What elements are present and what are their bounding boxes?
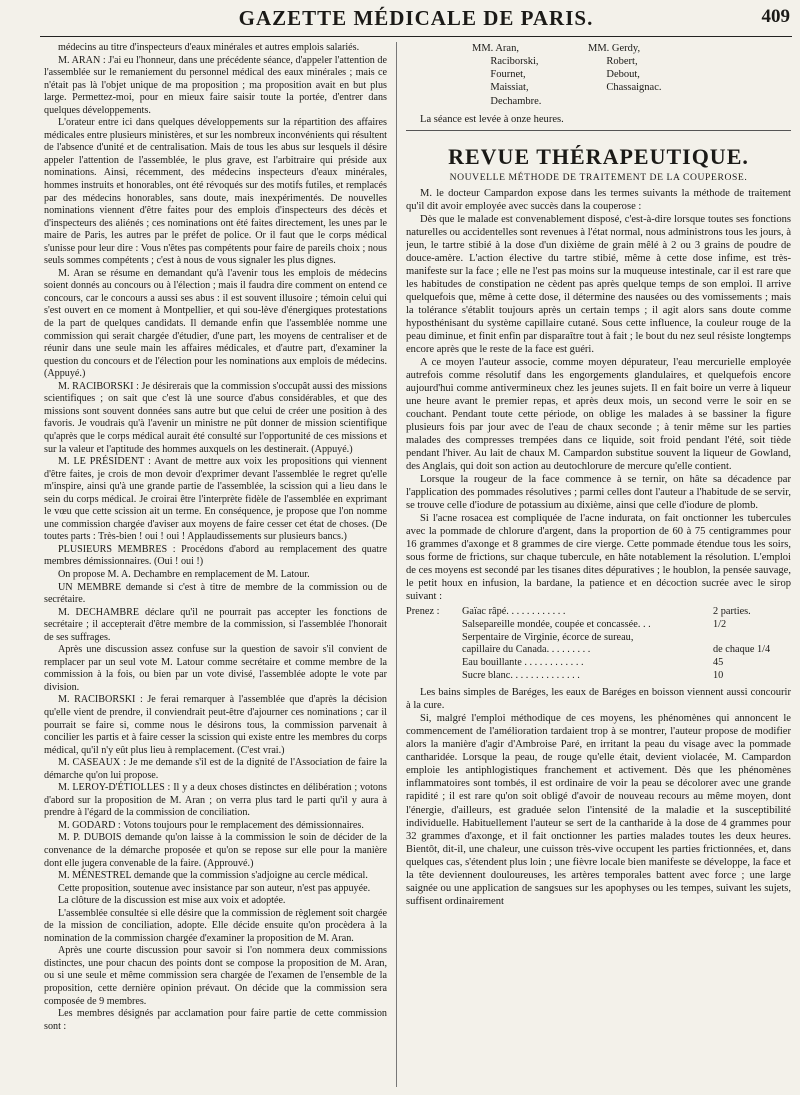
member-name: MM. Aran, <box>472 43 519 54</box>
journal-title: GAZETTE MÉDICALE DE PARIS. <box>238 6 594 30</box>
section-rule <box>406 130 791 131</box>
recipe-quantity: 1/2 <box>713 618 727 630</box>
page-header <box>40 6 792 37</box>
paragraph: M. RACIBORSKI : Je ferai remarquer à l'assemblée que d'après la décision qu'elle vient de prendre, il conviendrait peut-être d'ajourner ces nominations ; car il pourrait se faire si, comme nous le désirons tous, la commission parvenait à concilier les partis et à faire cesser la scission qui existe entre les membres du corps médical, qu'il n'y eût plus lieu à remplacement. (C'est vrai.) <box>44 694 387 756</box>
recipe-row <box>406 644 791 657</box>
members-list-left <box>472 42 580 108</box>
paragraph: Dès que le malade est convenablement disposé, c'est-à-dire lorsque toutes ses fonctions naturelles ou accidentelles sont revenues à l'état normal, nous administrons tous les jours, à jeun, le tartre stibié à la dose d'un dixième de grain mêlé à 2 ou 3 grains de poudre de douce-amère. L'action élective du tartre stibié, même à cette dose infime, est très-manifeste sur la face ; elle ne l'est pas moins sur la muqueuse intestinale, car il est rare que les habitudes de constipation ne cèdent pas après quelque temps de son emploi. Il arrive quelquefois que, même à cette dose, il détermine des nausées ou des vomissements ; mais la tolérance s'établit toujours après un certain temps ; il agit alors sans doute comme hyposthénisant du système capillaire cutané. Sous cette influence, la couleur rouge de la peau diminue, et finit enfin par disparaître tout à fait ; le bout du nez seul résiste longtemps encore après que le reste de la face est guéri. <box>406 213 791 355</box>
paragraph: On propose M. A. Dechambre en remplacement de M. Latour. <box>58 568 310 580</box>
paragraph: PLUSIEURS MEMBRES : Procédons d'abord au remplacement des quatre membres démissionnaires. (Oui ! oui !) <box>44 543 387 568</box>
paragraph: M. LE PRÉSIDENT : Avant de mettre aux voix les propositions qui viennent d'être faites, je crois de mon devoir d'exprimer devant l'assemblée le regret qu'elle m'inspire, ainsi qu'à une grande partie de l'assemblée, la scission qui a lieu dans le sein du corps médical. Je croirai être l'interprète fidèle de l'assemblée en exprimant le vœu que cette scission ait un terme. En conséquence, je propose que l'on nomme une commission chargée d'aviser aux moyens de faire cesser cet état de choses. (De toutes parts : Très-bien ! oui ! oui ! Applaudissements sur plusieurs bancs.) <box>44 456 387 543</box>
recipe-lead: Prenez : <box>406 606 440 618</box>
recipe-ingredient: Sucre blanc. . . . . . . . . . . . . . <box>462 669 580 681</box>
member-name: Chassaignac. <box>588 82 662 94</box>
right-column <box>406 42 791 1087</box>
member-name: Raciborski, <box>472 56 539 68</box>
paragraph: Lorsque la rougeur de la face commence à se ternir, on hâte sa décadence par l'application des pommades résolutives ; parmi celles dont l'auteur a l'habitude de se servir, se trouve celle d'iodure de potassium au dixième, ainsi que celle d'iodure de plomb. <box>406 473 791 512</box>
member-name: MM. Gerdy, <box>588 43 641 54</box>
commission-members <box>472 42 791 108</box>
recipe-quantity: 2 parties. <box>713 606 751 618</box>
paragraph: M. RACIBORSKI : Je désirerais que la commission s'occupât aussi des missions scientifiques ; on sait que c'est là une source d'abus considérables, et que des missions sont souvent données sans autre but que celui de créer une position à des favoris. Je voudrais qu'à l'avenir un ministre ne pût donner de mission scientifique qu'après que le corps médical aurait été consulté sur l'opportunité de ces missions et sur la valeur et l'aptitude des hommes auxquels on les destinerait. (Appuyé.) <box>44 380 387 455</box>
member-name: Fournet, <box>472 69 526 81</box>
paragraph: M. DECHAMBRE déclare qu'il ne pourrait pas accepter les fonctions de secrétaire ; il accepterait d'être membre de la commission, si l'assemblée l'honorait de ses suffrages. <box>44 606 387 643</box>
recipe-ingredient: capillaire du Canada. . . . . . . . . <box>462 644 591 656</box>
right-paragraphs-b <box>406 686 791 907</box>
recipe-ingredient: Serpentaire de Virginie, écorce de sureau, <box>462 631 634 643</box>
paragraph: L'assemblée consultée si elle désire que la commission de règlement soit chargée de la mission de conciliation, adopte. Elle décide ensuite qu'on procèdera à la nomination de la commission chargée d'examiner la proposition de M. Aran. <box>44 907 387 944</box>
member-name: Maissiat, <box>472 82 529 94</box>
paragraph: médecins au titre d'inspecteurs d'eaux minérales et autres emplois salariés. <box>58 42 360 53</box>
recipe-quantity: de chaque 1/4 <box>713 644 771 656</box>
recipe-row <box>406 619 791 632</box>
recipe-row <box>406 657 791 670</box>
paragraph: M. GODARD : Votons toujours pour le remplacement des démissionnaires. <box>58 819 364 831</box>
paragraph: L'orateur entre ici dans quelques développements sur la répartition des affaires médicales entre plusieurs ministères, et sur les nombreux inconvénients qui résultent de l'absence d'unité et de centralisation. Mais de tous les abus sur lesquels il désire appeler l'attention de l'assemblée, le plus grave, est l'arbitraire qui préside aux nominations. Ainsi, récemment, des médecins inspecteurs d'eaux minérales, hommes instruits et honorables, ont été révoqués sur des motifs futiles, et remplacés par des médecins honorables, sans doute, mais inexpérimentés. De nouvelles nominations viennent d'être faites pour des emplois d'inspecteurs des décès et d'inspecteurs des aliénés ; ces nominations ont été faites directement, les unes par le maire de Paris, les autres par le préfet de police. Or il faut que le corps médical s'unisse pour leur dire : Vous n'êtes pas compétents pour faire de pareils choix ; nous seuls sommes compétents ; c'est à nous de vous signaler les plus dignes. <box>44 117 387 267</box>
paragraph: Cette proposition, soutenue avec insistance par son auteur, n'est pas appuyée. <box>58 882 371 894</box>
recipe-row <box>406 606 791 619</box>
member-name: Dechambre. <box>472 95 542 107</box>
paragraph: Les membres désignés par acclamation pour faire partie de cette commission sont : <box>44 1008 387 1032</box>
recipe-ingredient: Salsepareille mondée, coupée et concassée. . . <box>462 618 651 630</box>
page-number: 409 <box>761 6 790 27</box>
paragraph: M. P. DUBOIS demande qu'on laisse à la commission le soin de décider de la convenance de la démarche proposée et qu'on se repose sur elle pour la manière dont elle jugera convenable de la faire. (Approuvé.) <box>44 832 387 869</box>
session-close-text: La séance est levée à onze heures. <box>420 113 564 125</box>
paragraph: M. LEROY-D'ÉTIOLLES : Il y a deux choses distinctes en délibération ; votons d'abord sur la proposition de M. Aran ; on verra plus tard le parti qu'il y aura à prendre à l'égard de la commission de conciliation. <box>44 782 387 819</box>
member-name: Debout, <box>588 69 640 81</box>
paragraph: M. Aran se résume en demandant qu'à l'avenir tous les emplois de médecins soient donnés au concours ou à l'élection ; mais il faudra dire comment on entend ce concours, car le concours a aussi ses abus : il est souvent illusoire ; témoin celui qui s'est ouvert en ce moment à Montpellier, et qui sou-lève d'énergiques protestations de la part de quelques candidats. Il demande enfin que l'assemblée nomme une commission qui serait chargée d'étudier, d'une part, les moyens de centraliser et de réunir dans une seule main les affaires médicales, et d'autre part, d'examiner la question du concours et de l'élection pour les nominations aux emplois de médecins. (Appuyé.) <box>44 267 387 380</box>
section-title: REVUE THÉRAPEUTIQUE. <box>448 143 749 169</box>
paragraph: M. le docteur Campardon expose dans les termes suivants la méthode de traitement qu'il dit avoir employée avec succès dans la couperose : <box>406 187 791 212</box>
paragraph: Après une discussion assez confuse sur la question de savoir s'il convient de remplacer par un seul vote M. Latour comme secrétaire et comme membre de la commission à la fois, ou bien par un vote divisé, l'assemblée adopte le vote par division. <box>44 644 387 693</box>
recipe-ingredient: Eau bouillante . . . . . . . . . . . . <box>462 656 584 668</box>
recipe-row <box>406 632 791 645</box>
paragraph: Si, malgré l'emploi méthodique de ces moyens, les phénomènes qui annoncent le commencement de l'amélioration tardaient trop à se montrer, l'auteur propose de modifier alors la manière d'agir d'Ambroise Paré, en irritant la peau du visage avec la pommade cantharidée. Lorsque la peau, de rouge qu'elle était, devient violacée, M. Campardon emploie les antiphlogistiques franchement et activement. Dès que les phénomènes inflammatoires sont tombés, il est ordinaire de voir la peau se décolorer avec une grande rapidité ; il est rare qu'on soit obligé d'avoir de nouveau recours au même moyen, dont l'énergie, d'ailleurs, est graduée selon l'intensité de la maladie et la susceptibilité individuelle. Habituellement l'auteur se sert de la cantharide à la dose de 4 grammes pour 32 grammes d'axonge, et il fait onctionner les parties malades toutes les deux heures. Bientôt, dit-il, une chaleur, une cuisson très-vive occupent les parties frictionnées, et, dans quelques cas, s'étendent plus loin ; une fièvre locale bien manifeste se développe, la face et la tête deviennent douloureuses, les artères temporales battent avec force ; une large saignée ou une application de sangsues sur les apophyses ou les tempes, suivant les sujets, suffisent ordinairement <box>406 713 791 907</box>
section-subtitle: NOUVELLE MÉTHODE DE TRAITEMENT DE LA COUPEROSE. <box>449 171 748 183</box>
paragraph: Les bains simples de Baréges, les eaux de Baréges en boisson viennent aussi concourir à la cure. <box>406 687 791 712</box>
recipe-table <box>406 606 791 682</box>
members-list-right <box>588 42 718 108</box>
right-paragraphs-a <box>406 187 791 604</box>
recipe-quantity: 10 <box>713 669 724 681</box>
recipe-quantity: 45 <box>713 656 724 668</box>
recipe-row <box>406 670 791 683</box>
paragraph: A ce moyen l'auteur associe, comme moyen dépurateur, l'eau mercurielle employée autrefois comme résolutif dans les engorgements glandulaires, et quelquefois encore aujourd'hui comme antivermineux chez les jeunes sujets. Il en fait boire un verre à liqueur une heure avant le premier repas, et après deux mois, un second verre le soir en se couchant. Pendant toute cette période, on oblige les malades à se bassiner la figure plusieurs fois par jour avec de l'eau de chaux seconde ; à tenir même sur les parties malades des compresses trempées dans ce liquide, soit froid pendant l'été, soit tiède pendant l'hiver. Au lait de chaux M. Campardon substitue souvent la liqueur de Gowland, des Anglais, qui doit son action au deutochlorure de mercure qu'elle contient. <box>406 356 791 472</box>
column-divider <box>396 42 397 1087</box>
left-column <box>44 42 387 1087</box>
paragraph: Après une courte discussion pour savoir si l'on nommera deux commissions distinctes, une pour chacun des points dont se compose la proposition de M. Aran, ou si une seule et même commission sera chargée de l'examen de l'ensemble de la proposition, cette dernière opinion prévaut. On décide que la commission sera composée de 9 membres. <box>44 945 387 1007</box>
member-name: Robert, <box>588 56 638 68</box>
paragraph: M. CASEAUX : Je me demande s'il est de la dignité de l'Association de faire la démarche qu'on lui propose. <box>44 757 387 781</box>
paragraph: UN MEMBRE demande si c'est à titre de membre de la commission ou de secrétaire. <box>44 581 387 606</box>
paragraph: M. ARAN : J'ai eu l'honneur, dans une précédente séance, d'appeler l'attention de l'assemblée sur le remaniement du personnel médical des eaux minérales ; mais ce n'était pas là l'objet unique de ma proposition ; ma proposition avait en but plus large. Permettez-moi, pour en mieux faire saisir toute la portée, d'entrer dans quelques développements. <box>44 54 387 116</box>
paragraph: M. MÉNESTREL demande que la commission s'adjoigne au cercle médical. <box>58 870 368 882</box>
paragraph: La clôture de la discussion est mise aux voix et adoptée. <box>58 895 286 907</box>
left-paragraphs <box>44 42 387 1033</box>
recipe-ingredient: Gaïac râpé. . . . . . . . . . . . <box>462 606 566 618</box>
paragraph: Si l'acne rosacea est compliquée de l'acne indurata, on fait onctionner les tubercules avec la pommade de chlorure d'argent, dans la proportion de 60 à 75 centigrammes pour 16 grammes d'axonge et 8 grammes de cire vierge. Cette pommade étendue tous les soirs, sous forme de frictions, sur chaque tubercule, en hâte notablement la résolution. L'emploi de ces moyens est secondé par les tisanes dites dépuratives ; le houblon, la pensée sauvage, le petit houx en infusion, la bardane, la patience et en décoction sucrée avec le sirop suivant : <box>406 513 791 603</box>
